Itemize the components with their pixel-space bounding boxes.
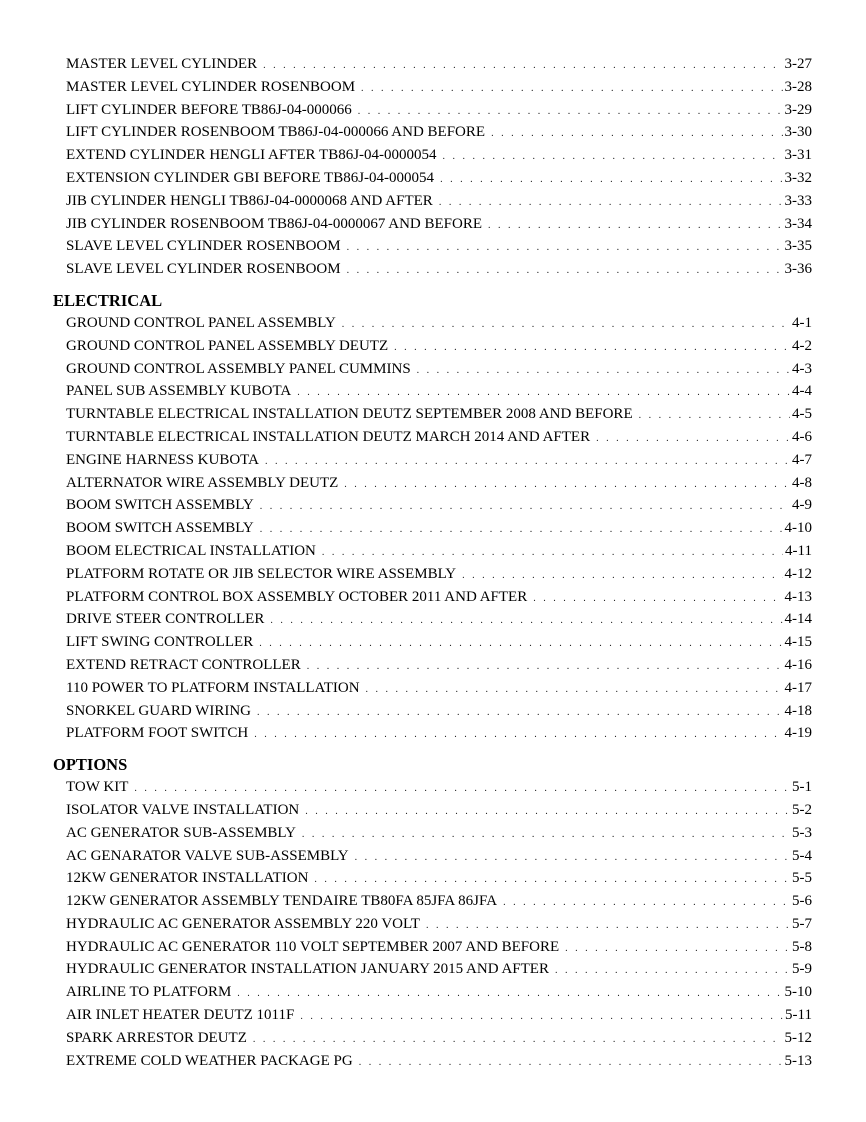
toc-entry xyxy=(66,190,812,213)
dot-leader xyxy=(394,337,790,360)
dot-leader xyxy=(237,983,782,1006)
toc-entry-title: SLAVE LEVEL CYLINDER ROSENBOOM xyxy=(66,238,341,255)
toc-entry-title: BOOM SWITCH ASSEMBLY xyxy=(66,520,254,537)
dot-leader xyxy=(596,428,790,451)
dot-leader xyxy=(344,474,790,497)
toc-entry xyxy=(66,958,812,981)
toc-entry xyxy=(66,1050,812,1073)
dot-leader xyxy=(358,101,783,124)
dot-leader xyxy=(488,215,782,238)
toc-entry-title: EXTENSION CYLINDER GBI BEFORE TB86J-04-000054 xyxy=(66,169,435,186)
toc-entry-page: 4-5 xyxy=(792,406,812,423)
toc-entry-page: 5-2 xyxy=(792,801,812,818)
toc-entry xyxy=(66,403,812,426)
toc-entry-page: 3-27 xyxy=(784,56,812,72)
toc-entry-title: EXTREME COLD WEATHER PACKAGE PG xyxy=(66,1052,353,1069)
toc-entry-title: MASTER LEVEL CYLINDER ROSENBOOM xyxy=(66,78,356,95)
table-of-contents xyxy=(0,53,866,1072)
toc-entry-title: HYDRAULIC GENERATOR INSTALLATION JANUARY 2015 AND AFTER xyxy=(66,961,549,978)
toc-entry xyxy=(66,608,812,631)
toc-entry-page: 4-4 xyxy=(792,383,812,400)
toc-entry-page: 4-3 xyxy=(792,360,812,377)
toc-entry xyxy=(66,936,812,959)
dot-leader xyxy=(259,633,782,656)
dot-leader xyxy=(300,1006,783,1029)
toc-list xyxy=(0,776,866,1072)
toc-entry-page: 5-8 xyxy=(792,938,812,955)
toc-entry-page: 5-9 xyxy=(792,961,812,978)
toc-entry xyxy=(66,494,812,517)
toc-entry xyxy=(66,890,812,913)
toc-entry-title: LIFT SWING CONTROLLER xyxy=(66,634,254,651)
toc-entry-title: TURNTABLE ELECTRICAL INSTALLATION DEUTZ SEPTEMBER 2008 AND BEFORE xyxy=(66,406,633,423)
toc-entry xyxy=(66,913,812,936)
toc-entry-page: 5-3 xyxy=(792,824,812,841)
toc-entry-page: 5-12 xyxy=(784,1029,812,1046)
toc-entry-title: LIFT CYLINDER ROSENBOOM TB86J-04-000066 AND BEFORE xyxy=(66,124,486,141)
toc-entry-page: 4-10 xyxy=(784,520,812,537)
toc-entry-page: 5-4 xyxy=(792,847,812,864)
dot-leader xyxy=(347,260,783,283)
toc-entry-page: 3-36 xyxy=(784,261,812,278)
toc-section-electrical xyxy=(0,290,866,745)
toc-entry-title: JIB CYLINDER ROSENBOOM TB86J-04-0000067 AND BEFORE xyxy=(66,215,483,232)
toc-entry-title: SNORKEL GUARD WIRING xyxy=(66,702,251,719)
toc-entry-page: 3-35 xyxy=(784,238,812,255)
toc-entry-page: 3-33 xyxy=(784,192,812,209)
dot-leader xyxy=(270,610,782,633)
toc-list xyxy=(0,312,866,745)
dot-leader xyxy=(265,451,790,474)
toc-entry-page: 4-17 xyxy=(784,679,812,696)
dot-leader xyxy=(639,405,790,428)
toc-entry-title: AC GENARATOR VALVE SUB-ASSEMBLY xyxy=(66,847,349,864)
toc-entry-title: EXTEND RETRACT CONTROLLER xyxy=(66,656,301,673)
toc-entry-title: GROUND CONTROL PANEL ASSEMBLY DEUTZ xyxy=(66,337,389,354)
toc-entry-title: AIRLINE TO PLATFORM xyxy=(66,984,232,1001)
toc-entry-title: JIB CYLINDER HENGLI TB86J-04-0000068 AND AFTER xyxy=(66,192,433,209)
toc-entry-page: 4-13 xyxy=(784,588,812,605)
toc-entry xyxy=(66,121,812,144)
toc-entry-page: 5-6 xyxy=(792,893,812,910)
toc-entry xyxy=(66,258,812,281)
toc-entry-page: 3-30 xyxy=(784,124,812,141)
dot-leader xyxy=(462,565,782,588)
toc-entry-page: 3-31 xyxy=(784,147,812,164)
toc-entry-title: 12KW GENERATOR INSTALLATION xyxy=(66,870,309,887)
toc-entry-page: 4-16 xyxy=(784,656,812,673)
toc-entry xyxy=(66,99,812,122)
toc-entry xyxy=(66,235,812,258)
toc-entry-page: 4-18 xyxy=(784,702,812,719)
toc-entry-page: 4-2 xyxy=(792,337,812,354)
toc-entry xyxy=(66,472,812,495)
toc-entry xyxy=(66,449,812,472)
toc-entry xyxy=(66,631,812,654)
dot-leader xyxy=(322,542,783,565)
toc-entry xyxy=(66,517,812,540)
toc-entry-page: 4-8 xyxy=(792,474,812,491)
toc-entry-page: 4-14 xyxy=(784,611,812,628)
toc-section-options xyxy=(0,754,866,1072)
toc-entry xyxy=(66,586,812,609)
toc-entry xyxy=(66,540,812,563)
toc-entry-title: HYDRAULIC AC GENERATOR ASSEMBLY 220 VOLT xyxy=(66,915,420,932)
toc-entry xyxy=(66,776,812,799)
toc-entry-title: BOOM SWITCH ASSEMBLY xyxy=(66,497,254,514)
toc-entry xyxy=(66,167,812,190)
dot-leader xyxy=(342,314,790,337)
toc-entry-title: BOOM ELECTRICAL INSTALLATION xyxy=(66,542,316,559)
toc-entry-page: 4-11 xyxy=(785,542,812,559)
dot-leader xyxy=(257,702,783,725)
toc-entry-title: 110 POWER TO PLATFORM INSTALLATION xyxy=(66,679,360,696)
toc-entry-title: SPARK ARRESTOR DEUTZ xyxy=(66,1029,247,1046)
toc-entry-title: TURNTABLE ELECTRICAL INSTALLATION DEUTZ MARCH 2014 AND AFTER xyxy=(66,428,591,445)
dot-leader xyxy=(555,960,790,983)
dot-leader xyxy=(565,938,790,961)
toc-entry-page: 3-28 xyxy=(784,78,812,95)
toc-entry xyxy=(66,76,812,99)
dot-leader xyxy=(297,382,790,405)
toc-entry xyxy=(66,822,812,845)
toc-entry-page: 4-19 xyxy=(784,725,812,742)
toc-entry xyxy=(66,335,812,358)
toc-entry-page: 3-34 xyxy=(784,215,812,232)
toc-entry-page: 4-1 xyxy=(792,314,812,331)
toc-entry-page: 5-7 xyxy=(792,915,812,932)
toc-list xyxy=(0,53,866,281)
toc-entry-title: ISOLATOR VALVE INSTALLATION xyxy=(66,801,300,818)
dot-leader xyxy=(260,519,783,542)
toc-entry xyxy=(66,677,812,700)
toc-entry xyxy=(66,144,812,167)
dot-leader xyxy=(302,824,790,847)
toc-entry xyxy=(66,799,812,822)
dot-leader xyxy=(503,892,790,915)
toc-entry-page: 4-7 xyxy=(792,451,812,468)
dot-leader xyxy=(254,724,782,747)
toc-entry xyxy=(66,380,812,403)
toc-entry-title: DRIVE STEER CONTROLLER xyxy=(66,611,265,628)
toc-entry xyxy=(66,722,812,745)
dot-leader xyxy=(307,656,783,679)
toc-entry-page: 3-32 xyxy=(784,169,812,186)
toc-entry-page: 5-5 xyxy=(792,870,812,887)
dot-leader xyxy=(347,237,783,260)
dot-leader xyxy=(443,146,783,169)
toc-entry-title: ALTERNATOR WIRE ASSEMBLY DEUTZ xyxy=(66,474,339,491)
dot-leader xyxy=(439,192,783,215)
toc-entry xyxy=(66,867,812,890)
toc-entry xyxy=(66,563,812,586)
section-heading-electrical: ELECTRICAL xyxy=(53,290,163,310)
toc-entry-title: GROUND CONTROL ASSEMBLY PANEL CUMMINS xyxy=(66,360,411,377)
toc-entry-page: 4-9 xyxy=(792,497,812,514)
dot-leader xyxy=(134,778,790,801)
dot-leader xyxy=(260,496,790,519)
toc-entry-page: 4-12 xyxy=(784,565,812,582)
dot-leader xyxy=(426,915,790,938)
toc-entry xyxy=(66,981,812,1004)
toc-entry-title: PANEL SUB ASSEMBLY KUBOTA xyxy=(66,383,292,400)
toc-entry xyxy=(66,1004,812,1027)
toc-entry-page: 4-6 xyxy=(792,428,812,445)
toc-entry-title: GROUND CONTROL PANEL ASSEMBLY xyxy=(66,314,336,331)
toc-entry-title: HYDRAULIC AC GENERATOR 110 VOLT SEPTEMBER 2007 AND BEFORE xyxy=(66,938,560,955)
dot-leader xyxy=(314,869,790,892)
toc-entry xyxy=(66,654,812,677)
toc-entry xyxy=(66,845,812,868)
toc-entry xyxy=(66,700,812,723)
toc-entry-page: 5-10 xyxy=(784,984,812,1001)
toc-entry xyxy=(66,213,812,236)
toc-entry xyxy=(66,358,812,381)
toc-entry xyxy=(66,312,812,335)
toc-entry-title: PLATFORM ROTATE OR JIB SELECTOR WIRE ASSEMBLY xyxy=(66,565,457,582)
toc-entry xyxy=(66,426,812,449)
toc-entry-title: 12KW GENERATOR ASSEMBLY TENDAIRE TB80FA 85JFA 86JFA xyxy=(66,893,498,910)
toc-entry-page: 4-15 xyxy=(784,634,812,651)
dot-leader xyxy=(417,360,790,383)
dot-leader xyxy=(355,847,790,870)
dot-leader xyxy=(253,1029,783,1052)
toc-entry-page: 3-29 xyxy=(784,101,812,118)
toc-entry-title: AC GENERATOR SUB-ASSEMBLY xyxy=(66,824,296,841)
section-heading-options: OPTIONS xyxy=(53,755,128,775)
dot-leader xyxy=(361,78,782,101)
toc-entry-page: 5-11 xyxy=(785,1007,812,1024)
toc-entry-title: PLATFORM CONTROL BOX ASSEMBLY OCTOBER 2011 AND AFTER xyxy=(66,588,528,605)
dot-leader xyxy=(440,169,782,192)
dot-leader xyxy=(359,1052,783,1075)
dot-leader xyxy=(533,588,782,611)
dot-leader xyxy=(263,55,782,78)
dot-leader xyxy=(366,679,783,702)
toc-entry-title: AIR INLET HEATER DEUTZ 1011F xyxy=(66,1007,295,1024)
dot-leader xyxy=(491,123,782,146)
toc-entry-page: 5-1 xyxy=(792,779,812,796)
toc-entry-title: MASTER LEVEL CYLINDER xyxy=(66,56,258,72)
toc-section-cylinders xyxy=(0,53,866,281)
toc-entry-title: PLATFORM FOOT SWITCH xyxy=(66,725,249,742)
toc-entry xyxy=(66,53,812,76)
toc-entry xyxy=(66,1027,812,1050)
toc-entry-title: LIFT CYLINDER BEFORE TB86J-04-000066 xyxy=(66,101,352,118)
toc-entry-page: 5-13 xyxy=(784,1052,812,1069)
toc-entry-title: TOW KIT xyxy=(66,779,129,796)
toc-entry-title: ENGINE HARNESS KUBOTA xyxy=(66,451,259,468)
dot-leader xyxy=(305,801,790,824)
toc-entry-title: SLAVE LEVEL CYLINDER ROSENBOOM xyxy=(66,261,341,278)
toc-entry-title: EXTEND CYLINDER HENGLI AFTER TB86J-04-0000054 xyxy=(66,147,437,164)
